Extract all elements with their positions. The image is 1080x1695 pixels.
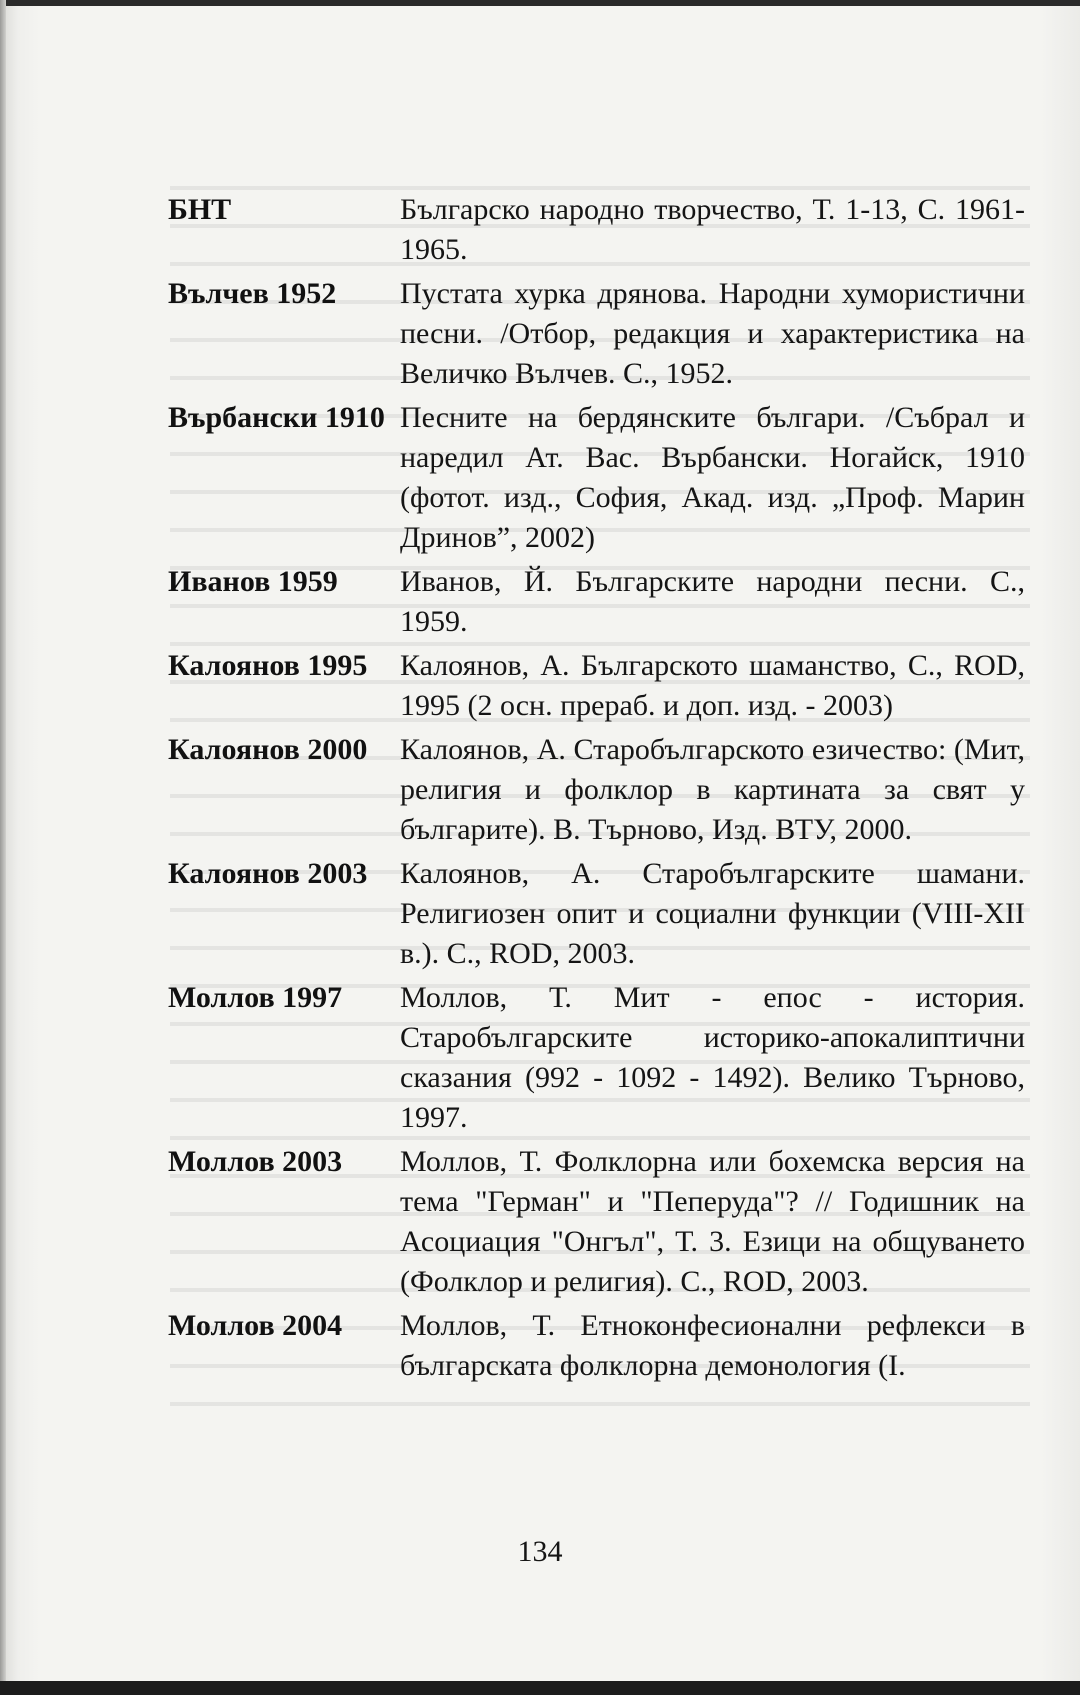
entry-siglum: Моллов 2004	[168, 1309, 343, 1342]
entry-siglum: Калоянов 1995	[168, 649, 368, 682]
bibliography-entry	[168, 190, 1025, 270]
bibliography-entry	[168, 1142, 1025, 1302]
entry-siglum: Калоянов 2000	[168, 733, 368, 766]
bibliography-entry	[168, 398, 1025, 558]
entry-reference: Калоянов, А. Старобългарското езичество: (Мит, религия и фолклор в картината за свят у българите). В. Търново, Изд. ВТУ, 2000.	[400, 733, 1025, 846]
entry-reference: Песните на бердянските българи. /Събрал и наредил Ат. Вас. Върбански. Ногайск, 1910 (фотот. изд., София, Акад. изд. „Проф. Марин Дринов”, 2002)	[400, 401, 1025, 554]
entry-reference: Моллов, Т. Етноконфесионални рефлекси в българската фолклорна демонология (I.	[400, 1309, 1025, 1382]
entry-siglum: Иванов 1959	[168, 565, 338, 598]
scan-left-edge	[0, 0, 6, 1695]
scan-top-edge	[0, 0, 1080, 6]
entry-siglum: Върбански 1910	[168, 401, 385, 434]
entry-siglum: Моллов 1997	[168, 981, 343, 1014]
entry-reference: Пустата хурка дрянова. Народни хумористични песни. /Отбор, редакция и характеристика на Величко Вълчев. С., 1952.	[400, 277, 1025, 390]
bibliography-entry	[168, 854, 1025, 974]
page-number: 134	[517, 1535, 563, 1568]
bibliography-entry	[168, 562, 1025, 642]
entry-reference: Калоянов, А. Старобългарските шамани. Религиозен опит и социални функции (VIII-XII в.). С., ROD, 2003.	[400, 857, 1025, 970]
bibliography-entry	[168, 1306, 1025, 1386]
bibliography-entry	[168, 646, 1025, 726]
entry-siglum: БНТ	[168, 193, 232, 226]
entry-reference: Моллов, Т. Фолклорна или бохемска версия на тема "Герман" и "Пеперуда"? // Годишник на Асоциация "Онгъл", Т. 3. Езици на общуването (Фолклор и религия). С., ROD, 2003.	[400, 1145, 1025, 1298]
entry-reference: Калоянов, А. Българското шаманство, С., ROD, 1995 (2 осн. прераб. и доп. изд. - 2003)	[400, 649, 1025, 722]
bibliography-entry	[168, 274, 1025, 394]
bibliography-entry	[168, 730, 1025, 850]
entry-siglum: Калоянов 2003	[168, 857, 368, 890]
entry-siglum: Вълчев 1952	[168, 277, 337, 310]
entry-reference: Моллов, Т. Мит - епос - история. Старобългарските историко-апокалиптични сказания (992 - 1092 - 1492). Велико Търново, 1997.	[400, 981, 1025, 1134]
entry-reference: Иванов, Й. Българските народни песни. С., 1959.	[400, 565, 1025, 638]
scan-bottom-edge	[0, 1681, 1080, 1695]
bibliography-list	[168, 190, 1025, 1390]
bibliography-entry	[168, 978, 1025, 1138]
entry-reference: Българско народно творчество, Т. 1-13, С. 1961-1965.	[400, 193, 1025, 266]
entry-siglum: Моллов 2003	[168, 1145, 343, 1178]
